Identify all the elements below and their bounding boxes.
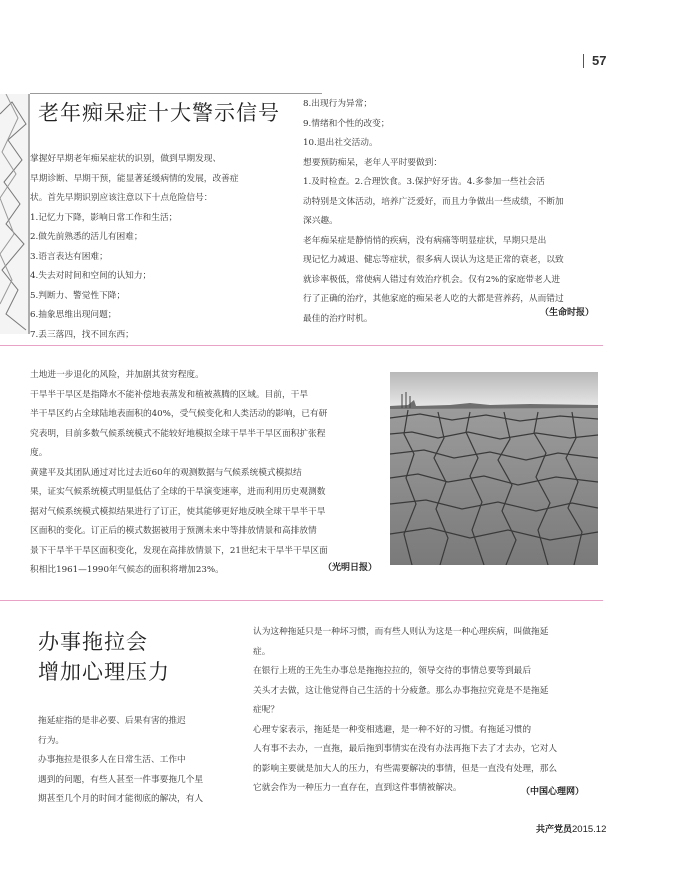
text-line: 人有事不去办，一直拖，最后拖到事情实在没有办法再拖下去了才去办，它对人 xyxy=(253,744,558,754)
text-line: 深兴趣。 xyxy=(303,216,338,226)
text-line: 最佳的治疗时机。 xyxy=(303,313,373,324)
section3-right-column xyxy=(253,623,603,799)
section3-source: （中国心理网） xyxy=(521,787,585,797)
text-line: 10.退出社交活动。 xyxy=(303,138,378,148)
text-line: 动特别是文体活动，培养广泛爱好，而且力争做出一些成绩，不断加 xyxy=(303,196,564,207)
text-line: 现记忆力减退、健忘等症状，很多病人误认为这是正常的衰老，以致 xyxy=(303,255,564,265)
section1-source: （生命时报） xyxy=(540,308,595,318)
section3-title-line: 办事拖拉会 xyxy=(38,630,148,654)
section2-text xyxy=(30,366,380,581)
text-line: 黄建平及其团队通过对比过去近60年的观测数据与气候系统模式模拟结 xyxy=(30,467,302,478)
text-line: 早期诊断、早期干预，能显著延缓病情的发展，改善症 xyxy=(30,173,239,184)
text-line: 8.出现行为异常； xyxy=(303,99,373,109)
text-line: 的影响主要就是加大人的压力，有些需要解决的事情，但是一直没有处理，那么 xyxy=(253,763,558,774)
section2-source: （光明日报） xyxy=(323,563,378,573)
text-line: 5.判断力、警觉性下降； xyxy=(30,290,126,301)
footer xyxy=(536,822,606,835)
text-line: 遇到的问题，有些人甚至一件事要拖几个星 xyxy=(38,774,204,785)
text-line: 9.情绪和个性的改变； xyxy=(303,118,390,129)
text-line: 4.失去对时间和空间的认知力； xyxy=(30,271,152,281)
text-line: 认为这种拖延只是一种坏习惯，而有些人则认为这是一种心理疾病，叫做拖延 xyxy=(253,627,549,637)
text-line: 就诊率极低，常使病人错过有效治疗机会。仅有2%的家庭带老人进 xyxy=(303,274,561,285)
text-line: 半干旱区约占全球陆地表面积的40%，受气候变化和人类活动的影响，已有研 xyxy=(30,409,328,419)
text-line: 7.丢三落四，找不回东西； xyxy=(30,329,134,340)
text-line: 度。 xyxy=(30,448,48,458)
text-line: 究表明，目前多数气候系统模式不能较好地模拟全球干旱半干旱区面积扩张程 xyxy=(30,428,326,439)
decorative-frame-image xyxy=(0,94,30,334)
section-divider xyxy=(0,345,603,346)
text-line: 6.抽象思维出现问题； xyxy=(30,310,117,320)
section1-left-column xyxy=(30,150,300,345)
text-line: 关头才去做，这让他觉得自己生活的十分疲惫。那么办事拖拉究竟是不是拖延 xyxy=(253,685,549,696)
text-line: 状。首先早期识别应该注意以下十点危险信号： xyxy=(30,193,213,203)
section1-top-rule xyxy=(30,93,322,94)
section1-title: 老年痴呆症十大警示信号 xyxy=(38,101,280,125)
text-line: 在银行上班的王先生办事总是拖拖拉拉的，领导交待的事情总要等到最后 xyxy=(253,666,531,676)
cracked-earth-photo xyxy=(390,372,598,565)
text-line: 果，证实气候系统模式明显低估了全球的干旱演变速率，进而利用历史观测数 xyxy=(30,487,326,497)
text-line: 拖延症指的是非必要、后果有害的推迟 xyxy=(38,716,186,726)
page-number-divider xyxy=(583,54,584,68)
text-line: 据对气候系统模式模拟结果进行了订正，使其能够更好地反映全球干旱半干旱 xyxy=(30,506,326,517)
text-line: 2.做先前熟悉的活儿有困难； xyxy=(30,232,143,242)
text-line: 行了正确的治疗，其他家庭的痴呆老人吃的大都是营养药，从而错过 xyxy=(303,294,564,304)
magazine-logo: 共产党员 xyxy=(536,825,573,835)
section1-right-column xyxy=(303,95,603,329)
section-divider xyxy=(0,600,603,601)
text-line: 3.语言表达有困难； xyxy=(30,251,108,262)
text-line: 1.及时检查。2.合理饮食。3.保护好牙齿。4.多参加一些社会活 xyxy=(303,177,545,187)
text-line: 干旱半干旱区是指降水不能补偿地表蒸发和植被蒸腾的区域。目前，干旱 xyxy=(30,389,308,400)
text-line: 行为。 xyxy=(38,735,65,746)
text-line: 心理专家表示，拖延是一种变相逃避，是一种不好的习惯。有拖延习惯的 xyxy=(253,724,531,735)
issue-date: 2015.12 xyxy=(572,824,607,835)
text-line: 期甚至几个月的时间才能彻底的解决，有人 xyxy=(38,794,204,804)
text-line: 土地进一步退化的风险，并加剧其贫穷程度。 xyxy=(30,370,204,380)
text-line: 办事拖拉是很多人在日常生活、工作中 xyxy=(38,755,186,765)
text-line: 它就会作为一种压力一直存在，直到这件事情被解决。 xyxy=(253,783,462,793)
text-line: 区面积的变化。订正后的模式数据被用于预测未来中等排放情景和高排放情 xyxy=(30,526,317,536)
section3-left-column xyxy=(38,712,228,810)
text-line: 掌握好早期老年痴呆症状的识别，做到早期发现、 xyxy=(30,154,222,164)
section3-title-line: 增加心理压力 xyxy=(38,660,170,684)
text-line: 症呢？ xyxy=(253,705,280,715)
text-line: 症。 xyxy=(253,646,271,657)
text-line: 景下干旱半干旱区面积变化，发现在高排放情景下，21世纪末干旱半干旱区面 xyxy=(30,545,328,556)
page-number: 57 xyxy=(592,53,607,68)
text-line: 积相比1961—1990年气候态的面积将增加23%。 xyxy=(30,565,224,575)
section3-title xyxy=(38,627,170,687)
text-line: 1.记忆力下降，影响日常工作和生活； xyxy=(30,212,178,223)
text-line: 想要预防痴呆，老年人平时要做到： xyxy=(303,157,442,168)
text-line: 老年痴呆症是静悄悄的疾病，没有病痛等明显症状，早期只是出 xyxy=(303,235,547,246)
